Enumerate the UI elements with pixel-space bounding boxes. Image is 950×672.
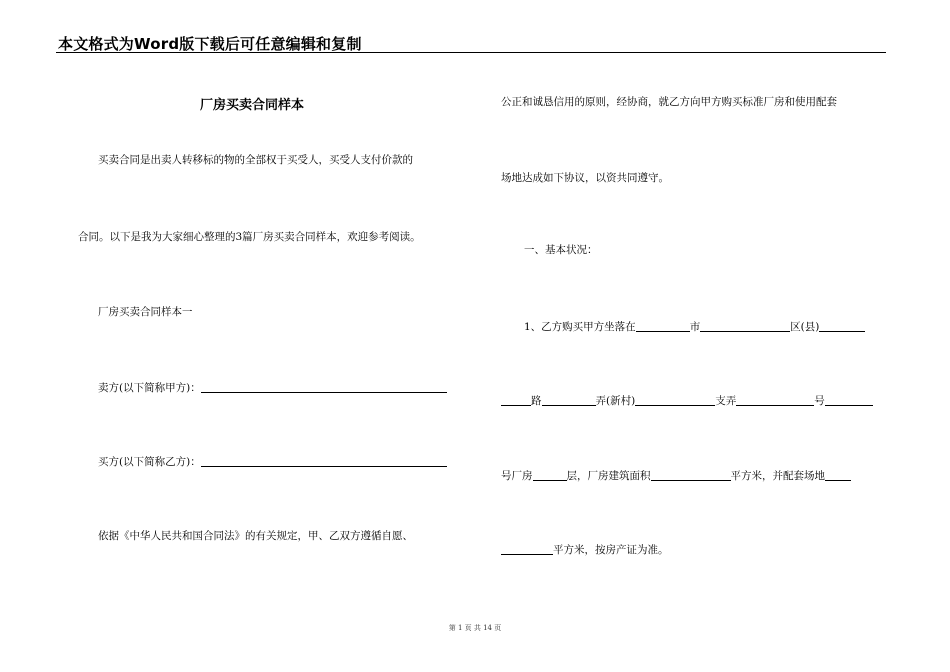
branch-label: 支弄	[715, 395, 737, 407]
branch-blank	[635, 394, 715, 406]
number-trailing-blank	[825, 394, 873, 406]
location-line-4	[501, 543, 669, 556]
site-label: 平方米，并配套场地	[730, 470, 825, 482]
header-divider	[56, 52, 886, 53]
road-label: 路	[531, 395, 542, 407]
sample-heading: 厂房买卖合同样本一	[98, 306, 193, 318]
location-line-1	[524, 320, 865, 333]
buyer-line	[98, 455, 447, 468]
building-label: 号厂房	[501, 470, 533, 482]
buyer-label: 买方(以下简称乙方)：	[98, 456, 201, 468]
page-number: 第 1 页 共 14 页	[448, 624, 502, 632]
city-label: 市	[689, 321, 701, 333]
buyer-blank	[201, 455, 447, 467]
city-blank	[636, 320, 690, 332]
right-line-1: 公正和诚恳信用的原则，经协商，就乙方向甲方购买标准厂房和使用配套	[501, 96, 837, 108]
number-label: 号	[814, 395, 825, 407]
page-header: 本文格式为Word版下载后可任意编辑和复制	[58, 35, 362, 53]
cert-label: 平方米，按房产证为准。	[553, 544, 669, 556]
item1-text: 1、乙方购买甲方坐落在	[524, 321, 636, 333]
site-blank	[825, 469, 851, 481]
intro-line-1: 买卖合同是出卖人转移标的物的全部权于买受人，买受人支付价款的	[98, 154, 413, 166]
right-line-2: 场地达成如下协议，以资共同遵守。	[501, 172, 669, 184]
section-basic: 一、基本状况：	[524, 244, 598, 256]
road-blank	[501, 394, 531, 406]
location-line-2	[501, 394, 873, 407]
lane-blank	[542, 394, 596, 406]
district-blank	[700, 320, 790, 332]
floor-label: 层，厂房建筑面积	[566, 470, 651, 482]
seller-blank	[201, 381, 447, 393]
district-label: 区(县)	[790, 321, 820, 333]
floor-blank	[533, 469, 567, 481]
seller-label: 卖方(以下简称甲方)：	[98, 382, 201, 394]
site-area-blank	[501, 543, 553, 555]
district-trailing-blank	[819, 320, 865, 332]
seller-line	[98, 381, 447, 394]
location-line-3	[501, 469, 851, 482]
document-title: 厂房买卖合同样本	[200, 98, 305, 113]
number-blank	[736, 394, 814, 406]
intro-line-2: 合同。以下是我为大家细心整理的3篇厂房买卖合同样本，欢迎参考阅读。	[78, 231, 421, 243]
basis-line: 依据《中华人民共和国合同法》的有关规定，甲、乙双方遵循自愿、	[98, 530, 413, 542]
lane-label: 弄(新村)	[595, 395, 636, 407]
area-blank	[651, 469, 731, 481]
